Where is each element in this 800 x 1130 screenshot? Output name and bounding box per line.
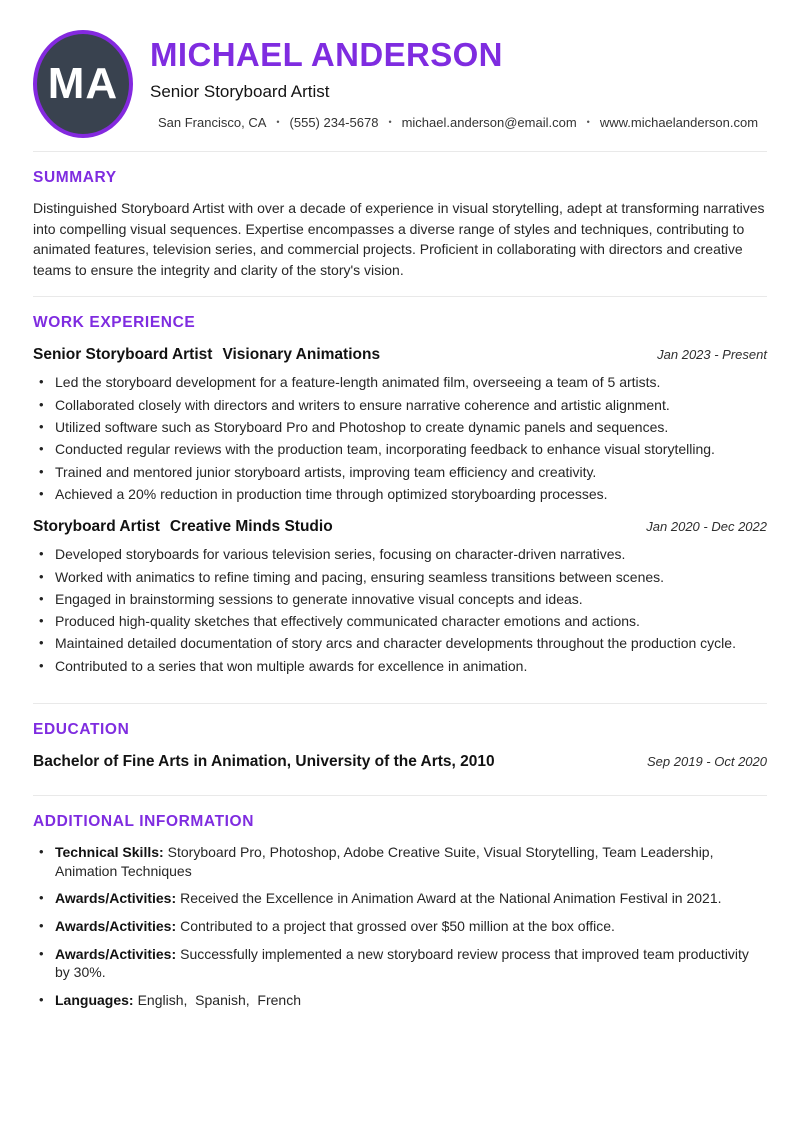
- education-dates: Sep 2019 - Oct 2020: [647, 754, 767, 770]
- education-section: [33, 704, 767, 795]
- header-text-block: [150, 35, 767, 131]
- work-experience-heading: WORK EXPERIENCE: [33, 314, 196, 332]
- contact-separator-dot: •: [276, 117, 280, 128]
- contact-separator-dot: •: [388, 117, 392, 128]
- avatar: [33, 30, 133, 138]
- avatar-initials: MA: [47, 59, 119, 108]
- job-bullet: • Developed storyboards for various television series, focusing on character-driven narratives.: [39, 545, 767, 564]
- candidate-name: MICHAEL ANDERSON: [150, 35, 503, 73]
- additional-item: [39, 843, 767, 880]
- job-bullet: • Led the storyboard development for a feature-length animated film, overseeing a team of 5 artists.: [39, 373, 767, 392]
- job-bullet: • Engaged in brainstorming sessions to generate innovative visual concepts and ideas.: [39, 590, 767, 609]
- contact-separator-dot: •: [586, 117, 590, 128]
- summary-text: Distinguished Storyboard Artist with over a decade of experience in visual storytelling, adept at transforming narratives into compelling visual sequences. Expertise encompasses a diverse range of styles and techniques, contributing to animated features, television series, and commercial projects. Proficient in collaborating with directors and creative teams to ensure the integrity and clarity of the story's vision.: [33, 200, 765, 278]
- education-entry: [33, 753, 767, 771]
- resume-header: [33, 0, 767, 151]
- job-bullet: • Maintained detailed documentation of story arcs and character developments throughout the production cycle.: [39, 634, 767, 653]
- additional-item-label: Awards/Activities:: [55, 917, 177, 934]
- work-experience-section: [33, 297, 767, 703]
- job-bullet: • Trained and mentored junior storyboard artists, improving team efficiency and creativity.: [39, 463, 767, 482]
- job-bullet: • Achieved a 20% reduction in production time through optimized storyboarding processes.: [39, 485, 767, 504]
- job-header: [33, 518, 767, 536]
- additional-item-text: Successfully implemented a new storyboard review process that improved team productivity by 30%.: [55, 945, 753, 981]
- job-dates: Jan 2020 - Dec 2022: [646, 519, 767, 535]
- contact-website: www.michaelanderson.com: [599, 115, 759, 131]
- additional-information-section: [33, 796, 767, 1033]
- contact-email: michael.anderson@email.com: [401, 115, 577, 131]
- candidate-title: Senior Storyboard Artist: [150, 82, 330, 102]
- contact-phone: (555) 234-5678: [289, 115, 379, 131]
- additional-item-text: Storyboard Pro, Photoshop, Adobe Creative Suite, Visual Storytelling, Team Leadership, Animation Techniques: [55, 844, 717, 879]
- job-title: [33, 346, 380, 364]
- job-bullet-list: [33, 545, 767, 676]
- job-dates: Jan 2023 - Present: [657, 347, 767, 363]
- additional-information-heading: ADDITIONAL INFORMATION: [33, 813, 254, 831]
- job-company: Visionary Animations: [222, 346, 381, 364]
- job-header: [33, 346, 767, 364]
- additional-item-label: Awards/Activities:: [55, 890, 177, 907]
- job-bullet: • Produced high-quality sketches that effectively communicated character emotions and actions.: [39, 612, 767, 631]
- job-role: Senior Storyboard Artist: [33, 346, 213, 364]
- additional-item: [39, 889, 767, 908]
- job-company: Creative Minds Studio: [169, 518, 333, 536]
- job-entry: [33, 518, 767, 676]
- job-entry: [33, 346, 767, 504]
- education-heading: EDUCATION: [33, 721, 130, 739]
- job-bullet-list: [33, 373, 767, 504]
- contact-location: San Francisco, CA: [158, 115, 267, 131]
- additional-item-label: Languages:: [55, 991, 134, 1008]
- additional-item-text: English, Spanish, French: [137, 991, 301, 1008]
- additional-item-label: Technical Skills:: [55, 844, 164, 861]
- summary-heading: SUMMARY: [33, 169, 117, 186]
- education-degree: Bachelor of Fine Arts in Animation, University of the Arts, 2010: [33, 753, 495, 771]
- additional-item-text: Contributed to a project that grossed over $50 million at the box office.: [180, 917, 615, 934]
- job-bullet: • Conducted regular reviews with the production team, incorporating feedback to enhance visual storytelling.: [39, 440, 767, 459]
- additional-item-label: Awards/Activities:: [55, 945, 177, 962]
- summary-section: [33, 152, 767, 296]
- additional-item: [39, 991, 767, 1010]
- contact-info: [150, 115, 767, 130]
- additional-item-list: [33, 843, 767, 1009]
- job-title: [33, 518, 333, 536]
- job-bullet: • Utilized software such as Storyboard Pro and Photoshop to create dynamic panels and sequences.: [39, 418, 767, 437]
- additional-item: [39, 945, 767, 982]
- job-bullet: • Worked with animatics to refine timing and pacing, ensuring seamless transitions between scenes.: [39, 568, 767, 587]
- additional-item: [39, 917, 767, 936]
- job-role: Storyboard Artist: [33, 518, 160, 536]
- job-bullet: • Collaborated closely with directors and writers to ensure narrative coherence and artistic alignment.: [39, 396, 767, 415]
- job-bullet: • Contributed to a series that won multiple awards for excellence in animation.: [39, 657, 767, 676]
- additional-item-text: Received the Excellence in Animation Award at the National Animation Festival in 2021.: [180, 890, 722, 907]
